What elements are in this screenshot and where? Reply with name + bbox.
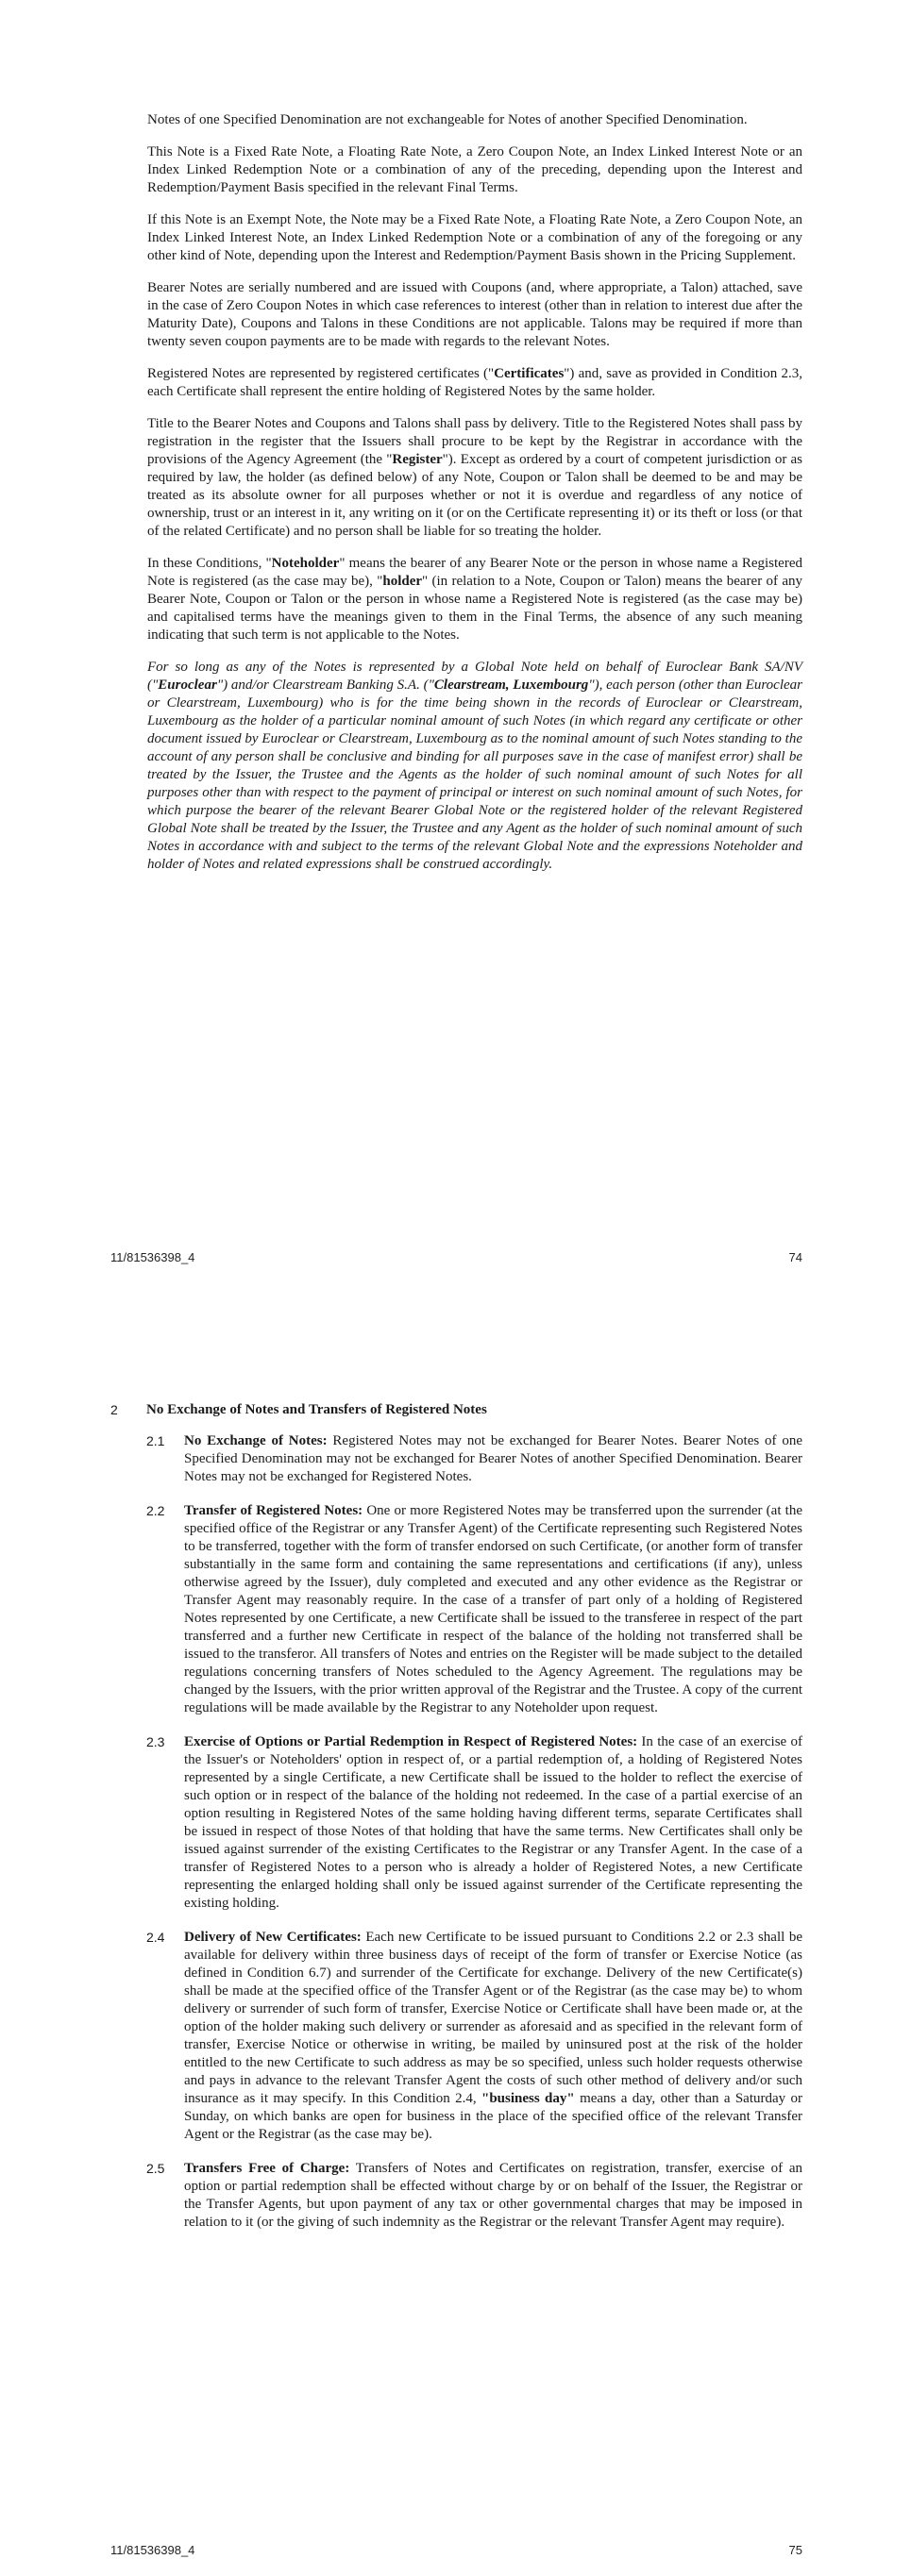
- section-title: No Exchange of Notes and Transfers of Registered Notes: [146, 1402, 487, 1417]
- text-run: "). Except as ordered by a court of competent jurisdiction or as required by law, the holder (as defined below) of any Note, Coupon or Talon shall be deemed to be and may be treated as its absolute owner for all purposes whether or not it is overdue and regardless of any notice of ownership, trust or an interest in it, any writing on it (or on the Certificate representing it) or its theft or loss (or that of the related Certificate) and no person shall be liable for so treating the holder.: [147, 452, 802, 539]
- clause-body: In the case of an exercise of the Issuer's or Noteholders' option in respect of, or a partial redemption of, a holding of Registered Notes represented by a single Certificate, a new Certificate shall be issued to the holder to reflect the exercise of such option or in respect of the balance of the holding not redeemed. In the case of a partial exercise of an option resulting in Registered Notes of the same holding having different terms, separate Certificates shall be issued in respect of those Notes of that holding that have the same terms. New Certificates shall only be issued against surrender of the existing Certificates to the Registrar or any Transfer Agent. In the case of a transfer of Registered Notes to a person who is already a holder of Registered Notes, a new Certificate representing the enlarged holding shall only be issued against surrender of the Certificate representing the existing holding.: [184, 1734, 802, 1911]
- text-run: ") and/or Clearstream Banking S.A. (": [216, 677, 434, 693]
- paragraph-denomination: Notes of one Specified Denomination are not exchangeable for Notes of another Specified Denomination.: [147, 112, 748, 127]
- clause-text: [184, 2160, 802, 2232]
- text-run: In these Conditions, ": [147, 556, 272, 571]
- clause-2-4: [146, 1929, 802, 2144]
- defined-term-noteholder: Noteholder: [271, 556, 340, 571]
- clause-2-1: [146, 1432, 802, 1486]
- page-number: 74: [788, 1250, 802, 1264]
- paragraph-title: [147, 415, 802, 541]
- text-run: ") and, save as provided in Condition 2.3, each Certificate shall represent the entire holding of Registered Notes by the same holder.: [147, 366, 802, 399]
- clause-text: [184, 1502, 802, 1717]
- clause-number: 2.2: [146, 1503, 165, 1518]
- clause-title: Transfer of Registered Notes:: [184, 1503, 363, 1518]
- paragraph-noteholder-definition: [147, 555, 802, 644]
- clause-number: 2.5: [146, 2161, 165, 2176]
- clause-body: Registered Notes may not be exchanged for Bearer Notes. Bearer Notes of one Specified Denomination may not be exchanged for Bearer Notes of another Specified Denomination. Bearer Notes may not be exchanged for Registered Notes.: [184, 1433, 802, 1484]
- clause-text: [184, 1432, 802, 1486]
- clause-title: Exercise of Options or Partial Redemption in Respect of Registered Notes:: [184, 1734, 638, 1749]
- clause-number: 2.3: [146, 1734, 165, 1749]
- clause-number: 2.4: [146, 1930, 165, 1945]
- clause-number: 2.1: [146, 1433, 165, 1448]
- text-run: " (in relation to a Note, Coupon or Talon) means the bearer of any Bearer Note, Coupon or Talon or the person in whose name a Registered Note is registered (as the case may be) and capitalised terms have the meanings given to them in the Final Terms, the absence of any such meaning indicating that such term is not applicable to the Notes.: [147, 574, 802, 643]
- section-number: 2: [110, 1402, 118, 1417]
- clause-text: [184, 1733, 802, 1913]
- clause-text: [184, 1929, 802, 2144]
- clause-title: Delivery of New Certificates:: [184, 1930, 362, 1945]
- clause-title: Transfers Free of Charge:: [184, 2161, 350, 2176]
- paragraph-registered-notes: [147, 365, 802, 401]
- section-heading: [110, 1401, 802, 1419]
- page-74-body: [147, 111, 802, 888]
- page-75-body: [110, 1401, 802, 2248]
- paragraph-exempt-note: If this Note is an Exempt Note, the Note may be a Fixed Rate Note, a Floating Rate Note, a Zero Coupon Note, an Index Linked Interest Note, an Index Linked Redemption Note or a combination of any of the foregoing or any other kind of Note, depending upon the Interest and Redemption/Payment Basis shown in the Pricing Supplement.: [147, 212, 802, 263]
- defined-term-business-day: "business day": [481, 2091, 575, 2106]
- clause-body: Each new Certificate to be issued pursuant to Conditions 2.2 or 2.3 shall be available for delivery within three business days of receipt of the form of transfer or Exercise Notice (as defined in Condition 6.7) and surrender of the Certificate for exchange. Delivery of the new Certificate(s) shall be made at the specified office of the Transfer Agent or of the Registrar (as the case may be) to whom delivery or surrender of such form of transfer, Exercise Notice or Certificate shall have been made or, at the option of the holder making such delivery or surrender as aforesaid and as specified in the relevant form of transfer, Exercise Notice or otherwise in writing, be mailed by uninsured post at the risk of the holder entitled to the new Certificate to such address as may be so specified, unless such holder requests otherwise and pays in advance to the relevant Transfer Agent the costs of such other method of delivery and/or such insurance as it may specify. In this Condition 2.4,: [184, 1930, 803, 2106]
- text-run: Title to the Bearer Notes and Coupons and Talons shall pass by delivery. Title to the Registered Notes shall pass by registration in the register that the Issuers shall procure to be kept by the Registrar in accordance with the provisions of the Agency Agreement (the ": [147, 416, 802, 467]
- text-run: "), each person (other than Euroclear or Clearstream, Luxembourg) who is for the time being shown in the records of Euroclear or Clearstream, Luxembourg as the holder of a particular nominal amount of such Notes (in which regard any certificate or other document issued by Euroclear or Clearstream, Luxembourg as to the nominal amount of such Notes standing to the account of any person shall be conclusive and binding for all purposes save in the case of manifest error) shall be treated by the Issuer, the Trustee and the Agents as the holder of such nominal amount of such Notes for all purposes other than with respect to the payment of principal or interest on such nominal amount of such Notes, for which purpose the bearer of the relevant Bearer Global Note or the registered holder of the relevant Registered Global Note shall be treated by the Issuer, the Trustee and any Agent as the holder of such nominal amount of such Notes in accordance with and subject to the terms of the relevant Global Note and the expressions Noteholder and holder of Notes and related expressions shall be construed accordingly.: [147, 677, 803, 872]
- clause-2-2: [146, 1502, 802, 1717]
- paragraph-note-types: This Note is a Fixed Rate Note, a Floating Rate Note, a Zero Coupon Note, an Index Linked Interest Note or an Index Linked Redemption Note or a combination of any of the preceding, depending upon the Interest and Redemption/Payment Basis specified in the relevant Final Terms.: [147, 144, 802, 195]
- page-number: 75: [788, 2543, 802, 2557]
- text-run: " means the bearer of any Bearer Note or the person in whose name a Registered Note is registered (as the case may be), ": [147, 556, 802, 589]
- defined-term-euroclear: Euroclear: [158, 677, 217, 693]
- document-reference: 11/81536398_4: [110, 1250, 195, 1264]
- defined-term-register: Register: [392, 452, 443, 467]
- paragraph-bearer-notes: Bearer Notes are serially numbered and are issued with Coupons (and, where appropriate, a Talon) attached, save in the case of Zero Coupon Notes in which case references to interest (other than in relation to interest due after the Maturity Date), Coupons and Talons in these Conditions are not applicable. Talons may be required if more than twenty seven coupon payments are to be made with regards to the relevant Notes.: [147, 280, 802, 349]
- clause-body: One or more Registered Notes may be transferred upon the surrender (at the specified office of the Registrar or any Transfer Agent) of the Certificate representing such Registered Notes to be transferred, together with the form of transfer endorsed on such Certificate, (or another form of transfer substantially in the same form and containing the same representations and certifications (if any), unless otherwise agreed by the Issuer), duly completed and executed and any other evidence as the Registrar or Transfer Agent may reasonably require. In the case of a transfer of part only of a holding of Registered Notes represented by one Certificate, a new Certificate shall be issued to the transferee in respect of the part transferred and a further new Certificate in respect of the balance of the holding not transferred shall be issued to the transferor. All transfers of Notes and entries on the Register will be made subject to the detailed regulations concerning transfers of Notes scheduled to the Agency Agreement. The regulations may be changed by the Issuers, with the prior written approval of the Registrar and the Trustee. A copy of the current regulations will be made available by the Registrar to any Noteholder upon request.: [184, 1503, 802, 1715]
- clause-2-5: [146, 2160, 802, 2232]
- defined-term-certificates: Certificates: [494, 366, 565, 381]
- text-run: Registered Notes are represented by registered certificates (": [147, 366, 495, 381]
- defined-term-clearstream: Clearstream, Luxembourg: [433, 677, 589, 693]
- paragraph-global-note: [147, 659, 802, 874]
- clause-2-3: [146, 1733, 802, 1913]
- text-run: For so long as any of the Notes is represented by a Global Note held on behalf of Euroclear Bank SA/NV (": [147, 660, 802, 693]
- clause-title: No Exchange of Notes:: [184, 1433, 328, 1448]
- defined-term-holder: holder: [382, 574, 423, 589]
- document-reference: 11/81536398_4: [110, 2543, 195, 2557]
- clause-body: means a day, other than a Saturday or Sunday, on which banks are open for business in the place of the specified office of the relevant Transfer Agent or the Registrar (as the case may be).: [184, 2091, 802, 2142]
- clause-body: Transfers of Notes and Certificates on registration, transfer, exercise of an option or partial redemption shall be effected without charge by or on behalf of the Issuer, the Registrar or the Transfer Agents, but upon payment of any tax or other governmental charges that may be imposed in relation to it (or the giving of such indemnity as the Registrar or the relevant Transfer Agent may require).: [184, 2161, 802, 2230]
- page-75: [0, 1293, 911, 2576]
